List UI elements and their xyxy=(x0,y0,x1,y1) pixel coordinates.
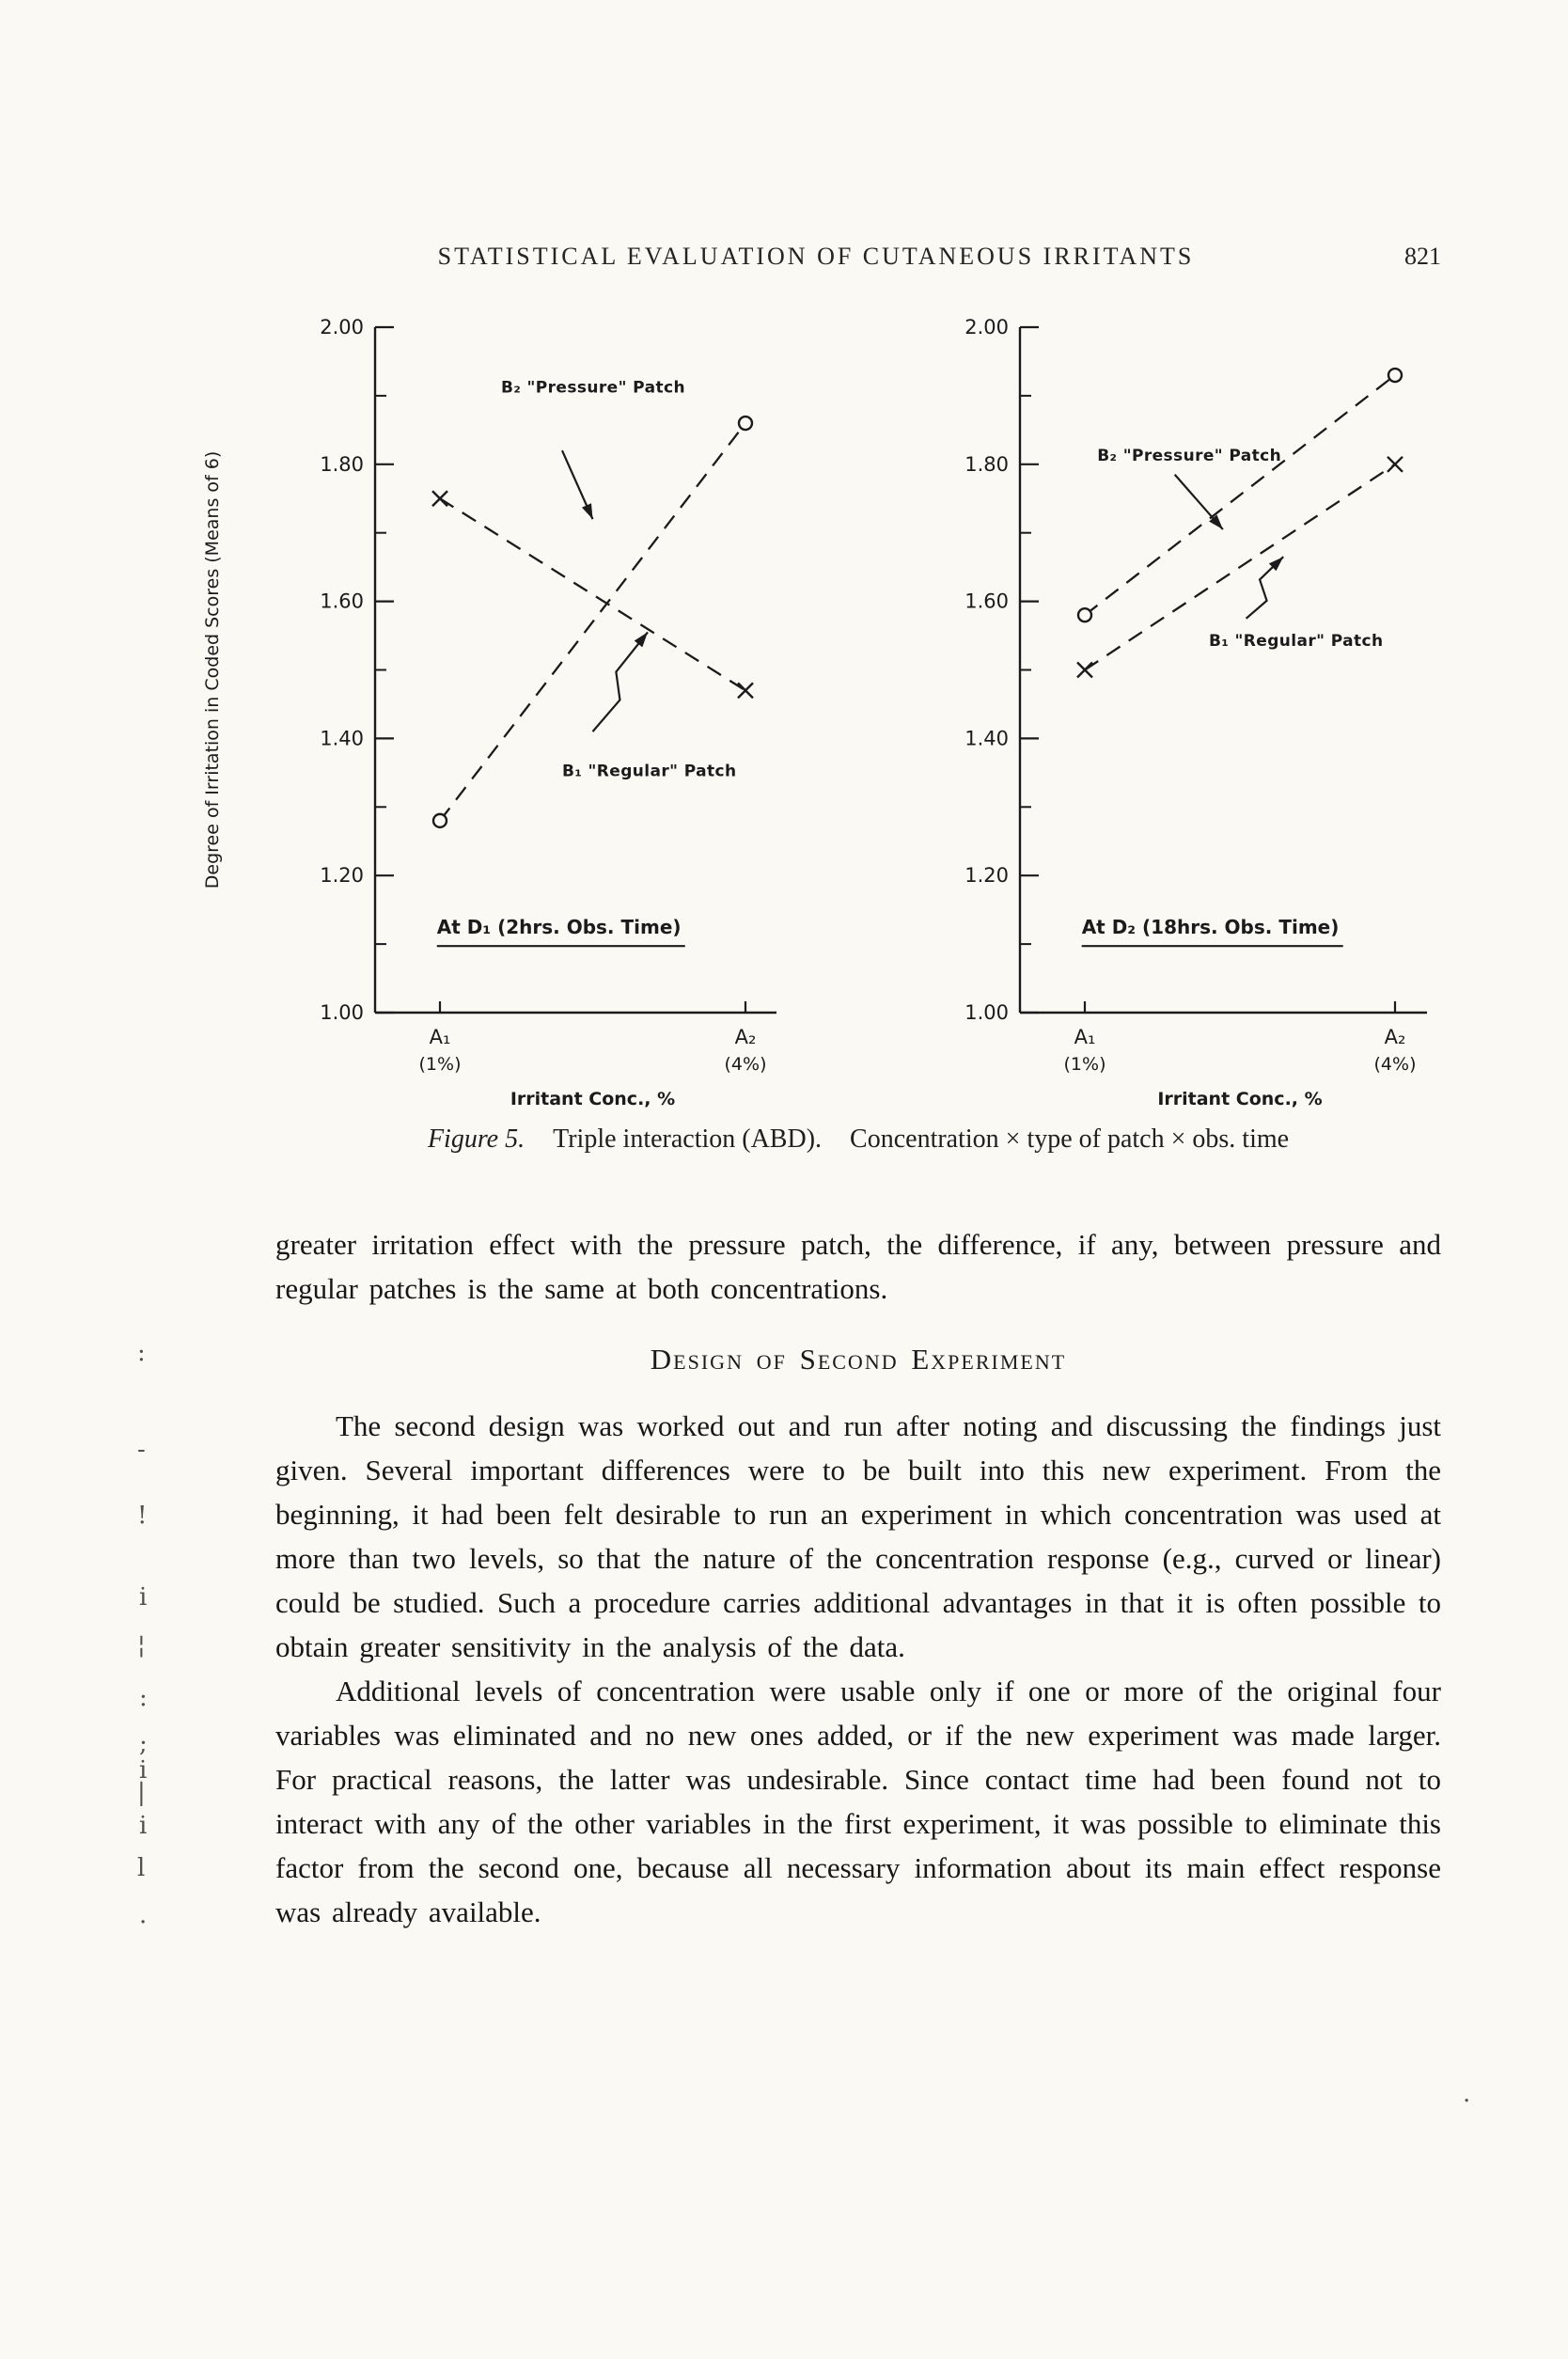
paragraph-2: Additional levels of concentration were usable only if one or more of the original four variables was eliminated and no new ones added, or if the new experiment was made larger. For practical reasons, the latter was undesirable. Since contact time had been found not to interact with any of the other variables in the first experiment, it was possible to eliminate this factor from the second one, because all necessary information about its main effect response was already available. xyxy=(275,1675,1441,1928)
section-heading: Design of Second Experiment xyxy=(650,1343,1067,1376)
line-chart-svg xyxy=(940,282,1485,1128)
paragraph-continuation: greater irritation effect with the pressure patch, the difference, if any, between pressure and regular patches is the same at both concentrations. xyxy=(275,1228,1441,1305)
margin-artifact: i xyxy=(139,1812,148,1840)
svg-text:1.60: 1.60 xyxy=(320,590,364,613)
svg-text:1.20: 1.20 xyxy=(964,864,1009,888)
svg-text:At D₁ (2hrs. Obs. Time): At D₁ (2hrs. Obs. Time) xyxy=(436,916,682,939)
running-title: STATISTICAL EVALUATION OF CUTANEOUS IRRITANTS xyxy=(437,243,1195,270)
figure-caption-label: Figure 5. xyxy=(427,1124,525,1154)
svg-text:1.40: 1.40 xyxy=(964,727,1009,750)
svg-text:1.80: 1.80 xyxy=(320,452,364,476)
svg-text:Degree of Irritation in Coded: Degree of Irritation in Coded Scores (Means of 6) xyxy=(202,450,223,889)
margin-artifact: i xyxy=(139,1756,148,1785)
svg-text:A₁: A₁ xyxy=(1074,1026,1096,1048)
margin-artifact: i xyxy=(139,1583,148,1612)
figure-caption xyxy=(275,1124,1441,1155)
svg-text:(4%): (4%) xyxy=(724,1054,767,1075)
svg-text:1.40: 1.40 xyxy=(320,727,364,750)
svg-text:1.00: 1.00 xyxy=(320,1001,364,1024)
svg-text:A₂: A₂ xyxy=(734,1026,757,1048)
chart-left-at-d1 xyxy=(132,282,808,1128)
svg-text:B₂ "Pressure" Patch: B₂ "Pressure" Patch xyxy=(1097,447,1282,466)
svg-text:1.80: 1.80 xyxy=(964,452,1009,476)
figure-caption-part2: Concentration × type of patch × obs. time xyxy=(850,1124,1290,1154)
page-header xyxy=(275,243,1441,280)
svg-text:A₁: A₁ xyxy=(429,1026,451,1048)
margin-artifact: | xyxy=(137,1779,146,1807)
margin-artifact: : xyxy=(139,1684,148,1712)
paragraph-1: The second design was worked out and run after noting and discussing the findings just given. Several important differences were to be built into this new experiment. From the beginning, it had been felt desirable to run an experiment in which concentration was used at more than two levels, so that the nature of the concentration response (e.g., curved or linear) could be studied. Such a procedure carries additional advantages in that it is often possible to obtain greater sensitivity in the analysis of the data. xyxy=(275,1409,1441,1663)
svg-text:A₂: A₂ xyxy=(1384,1026,1406,1048)
svg-text:2.00: 2.00 xyxy=(964,316,1009,338)
line-chart-svg xyxy=(132,282,808,1128)
svg-text:(4%): (4%) xyxy=(1373,1054,1417,1075)
svg-text:Irritant Conc., %: Irritant Conc., % xyxy=(510,1089,676,1109)
svg-text:B₁ "Regular" Patch: B₁ "Regular" Patch xyxy=(562,762,737,781)
chart-right-at-d2 xyxy=(940,282,1485,1128)
margin-artifact: - xyxy=(137,1436,146,1464)
margin-artifact: . xyxy=(1463,2080,1471,2108)
svg-text:(1%): (1%) xyxy=(1063,1054,1106,1075)
svg-text:At D₂ (18hrs. Obs. Time): At D₂ (18hrs. Obs. Time) xyxy=(1081,916,1340,939)
svg-text:1.00: 1.00 xyxy=(964,1001,1009,1024)
figure-caption-part1: Triple interaction (ABD). xyxy=(553,1124,823,1154)
body-text xyxy=(275,1222,1441,1934)
page-number: 821 xyxy=(1404,243,1441,270)
margin-artifact: ! xyxy=(137,1502,148,1530)
svg-text:2.00: 2.00 xyxy=(320,316,364,338)
svg-text:B₂ "Pressure" Patch: B₂ "Pressure" Patch xyxy=(501,378,685,398)
svg-text:1.60: 1.60 xyxy=(964,590,1009,613)
svg-text:1.20: 1.20 xyxy=(320,864,364,888)
svg-text:(1%): (1%) xyxy=(418,1054,462,1075)
margin-artifact: : xyxy=(137,1339,146,1367)
margin-artifact: · xyxy=(139,1909,148,1937)
svg-text:Irritant Conc., %: Irritant Conc., % xyxy=(1157,1089,1323,1109)
margin-artifact: ; xyxy=(139,1730,148,1758)
svg-text:B₁ "Regular" Patch: B₁ "Regular" Patch xyxy=(1209,631,1384,651)
margin-artifact: ¦ xyxy=(137,1631,146,1659)
margin-artifact: l xyxy=(137,1854,146,1882)
